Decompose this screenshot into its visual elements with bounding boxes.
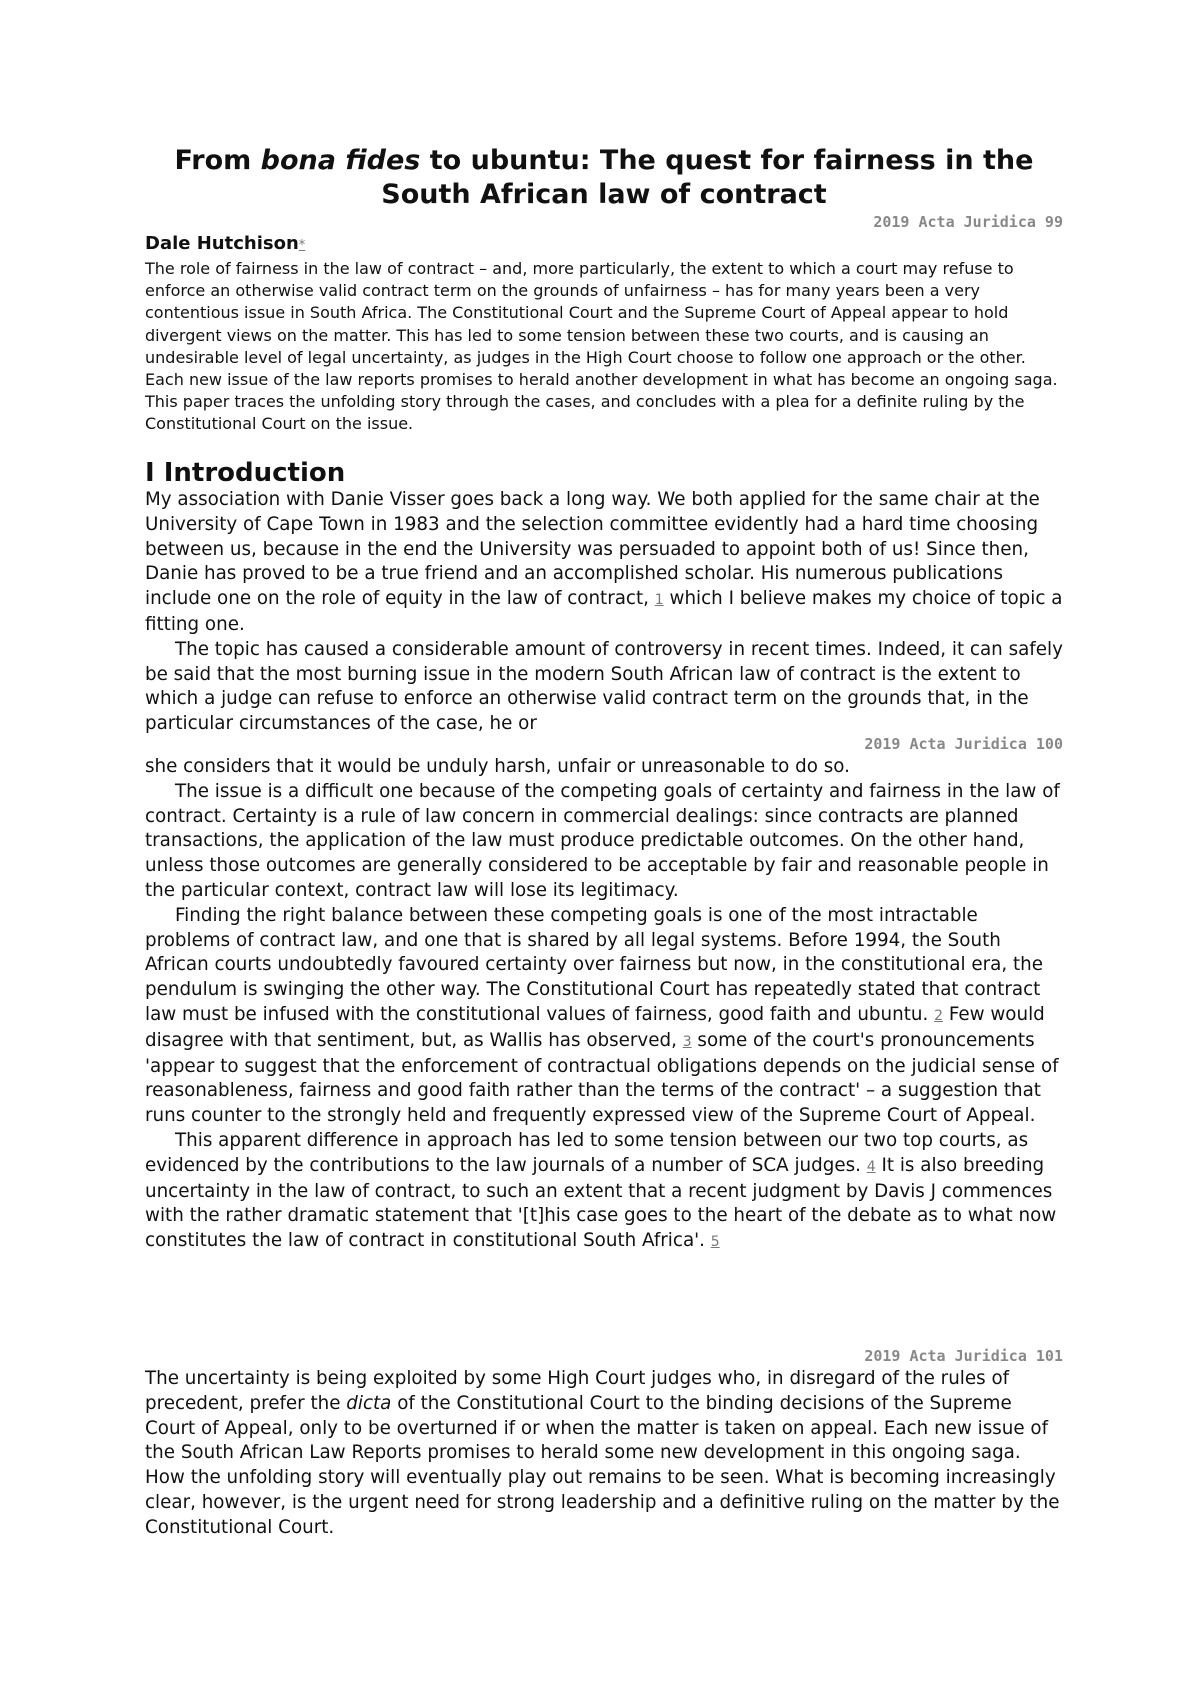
footnote-link-3[interactable]: 3: [682, 1033, 692, 1050]
title-italic: bona fides: [260, 145, 421, 176]
paragraph-4: [145, 904, 1063, 1129]
paragraph-5: [145, 1129, 1063, 1255]
paragraph-1-text-b: which I believe makes my choice of topic a fitting one.: [145, 588, 1063, 635]
title-part-2: to ubuntu: The quest for fairness in the South African law of contract: [381, 145, 1034, 210]
footnote-link-2[interactable]: 2: [934, 1007, 944, 1024]
abstract: The role of fairness in the law of contract – and, more particularly, the extent to which a court may refuse to enforce an otherwise valid contract term on the grounds of unfairness – has for many years been a very contentious issue in South Africa. The Constitutional Court and the Supreme Court of Appeal appear to hold divergent views on the matter. This has led to some tension between these two courts, and is causing an undesirable level of legal uncertainty, as judges in the High Court choose to follow one approach or the other. Each new issue of the law reports promises to herald another development in what has become an ongoing saga. This paper traces the unfolding story through the cases, and concludes with a plea for a definite ruling by the Constitutional Court on the issue.: [145, 259, 1058, 434]
author-name: [145, 233, 305, 257]
title-part-1: From: [174, 145, 261, 176]
paragraph-5-text-b: It is also breeding uncertainty in the law of contract, to such an extent that a recent judgment by Davis J commences with the rather dramatic statement that '[t]his case goes to the heart of the debate as to what now constitutes the law of contract in constitutional South Africa'.: [145, 1154, 1057, 1252]
paragraph-4-text-c: some of the court's pronouncements 'appear to suggest that the enforcement of contractual obligations depends on the judicial sense of reasonableness, fairness and good faith rather than the terms of the contract' – a suggestion that runs counter to the strongly held and frequently expressed view of the Supreme Court of Appeal.: [145, 1029, 1059, 1127]
paragraph-6-text-a: The uncertainty is being exploited by some High Court judges who, in disregard of the rules of precedent, prefer the: [145, 1368, 1010, 1414]
author-name-text: Dale Hutchison: [145, 233, 299, 254]
paragraph-1: [145, 488, 1063, 638]
paragraph-6: [145, 1367, 1063, 1541]
paragraph-4-text-a: Finding the right balance between these competing goals is one of the most intractable problems of contract law, and one that is shared by all legal systems. Before 1994, the South African courts undoubtedly favoured certainty over fairness but now, in the constitutional era, the pendulum is swinging the other way. The Constitutional Court has repeatedly stated that contract law must be infused with the constitutional values of fairness, good faith and ubuntu.: [145, 904, 1043, 1025]
page-citation-101: 2019 Acta Juridica 101: [864, 1347, 1063, 1365]
paragraph-2-continued: she considers that it would be unduly harsh, unfair or unreasonable to do so.: [145, 756, 850, 777]
footnote-link-5[interactable]: 5: [710, 1234, 720, 1251]
body-block-2: [145, 755, 1063, 1255]
paragraph-6-italic: dicta: [346, 1392, 392, 1414]
body-block-3: [145, 1367, 1063, 1541]
article-title: [145, 144, 1063, 212]
page-citation-100: 2019 Acta Juridica 100: [864, 735, 1063, 753]
paragraph-4-text-b: Few would disagree with that sentiment, but, as Wallis has observed,: [145, 1003, 1045, 1051]
page-citation-99: 2019 Acta Juridica 99: [873, 213, 1063, 231]
author-footnote-link[interactable]: *: [298, 238, 306, 253]
paragraph-6-text-b: of the Constitutional Court to the binding decisions of the Supreme Court of Appeal, only to be overturned if or when the matter is taken on appeal. Each new issue of the South African Law Reports promises to herald some new development in this ongoing saga. How the unfolding story will eventually play out remains to be seen. What is becoming increasingly clear, however, is the urgent need for strong leadership and a definitive ruling on the matter by the Constitutional Court.: [145, 1392, 1060, 1538]
paragraph-3: The issue is a difficult one because of the competing goals of certainty and fairness in the law of contract. Certainty is a rule of law concern in commercial dealings: since contracts are planned transactions, the application of the law must produce predictable outcomes. On the other hand, unless those outcomes are generally considered to be acceptable by fair and reasonable people in the particular context, contract law will lose its legitimacy.: [145, 780, 1060, 901]
section-heading: I Introduction: [145, 458, 346, 488]
paragraph-5-text-a: This apparent difference in approach has led to some tension between our two top courts, as evidenced by the contributions to the law journals of a number of SCA judges.: [145, 1129, 1029, 1176]
paragraph-2: The topic has caused a considerable amount of controversy in recent times. Indeed, it can safely be said that the most burning issue in the modern South African law of contract is the extent to which a judge can refuse to enforce an otherwise valid contract term on the grounds that, in the particular circumstances of the case, he or: [145, 638, 1063, 735]
footnote-link-1[interactable]: 1: [654, 592, 664, 609]
body-block-1: [145, 488, 1063, 737]
paragraph-1-text-a: My association with Danie Visser goes back a long way. We both applied for the same chair at the University of Cape Town in 1983 and the selection committee evidently had a hard time choosing between us, because in the end the University was persuaded to appoint both of us! Since then, Danie has proved to be a true friend and an accomplished scholar. His numerous publications include one on the role of equity in the law of contract,: [145, 489, 1040, 610]
footnote-link-4[interactable]: 4: [866, 1158, 876, 1175]
